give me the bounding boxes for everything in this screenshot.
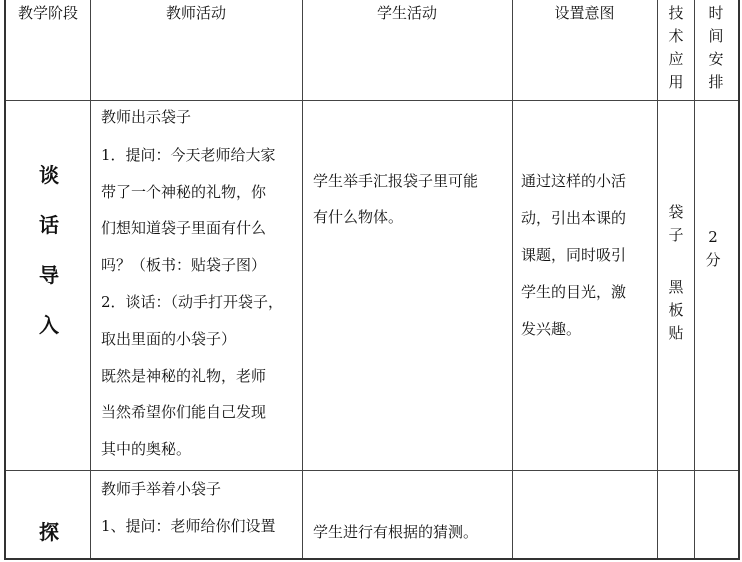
tech-char: 袋 <box>668 203 684 221</box>
text-line: 学生进行有根据的猜测。 <box>313 523 479 541</box>
header-tech-char: 技 <box>668 4 684 22</box>
tech-char: 子 <box>668 226 684 244</box>
col-divider <box>302 0 303 558</box>
header-time-char: 间 <box>708 27 724 45</box>
header-intent: 设置意图 <box>554 4 615 22</box>
tech-char: 板 <box>668 301 684 319</box>
text-line: 们想知道袋子里面有什么 <box>101 219 267 237</box>
text-line: 1、提问：老师给你们设置 <box>101 517 276 535</box>
stage-char: 谈 <box>39 163 59 187</box>
stage-char: 入 <box>39 313 59 337</box>
text-line: 学生的目光，激 <box>521 283 627 301</box>
col-divider <box>512 0 513 558</box>
header-tech-char: 用 <box>668 73 684 91</box>
lesson-plan-table <box>4 0 740 560</box>
text-line: 吗？（板书：贴袋子图） <box>101 256 267 274</box>
time-char: 2 <box>708 228 718 246</box>
header-tech-char: 应 <box>668 50 684 68</box>
text-line: 带了一个神秘的礼物，你 <box>101 183 267 201</box>
header-stage: 教学阶段 <box>17 4 78 22</box>
text-line: 学生举手汇报袋子里可能 <box>313 172 479 190</box>
text-line: 当然希望你们能自己发现 <box>101 403 267 421</box>
text-line: 教师出示袋子 <box>101 108 192 126</box>
tech-char: 黑 <box>668 278 684 296</box>
text-line: 发兴趣。 <box>521 320 582 338</box>
header-student: 学生活动 <box>376 4 437 22</box>
header-time-char: 安 <box>708 50 724 68</box>
text-line: 其中的奥秘。 <box>101 440 192 458</box>
header-tech-char: 术 <box>668 27 684 45</box>
col-divider <box>90 0 91 558</box>
text-line: 课题，同时吸引 <box>521 246 627 264</box>
row-divider <box>6 100 738 101</box>
text-line: 2．谈话：（动手打开袋子， <box>101 293 284 311</box>
col-divider <box>694 0 695 558</box>
text-line: 1．提问：今天老师给大家 <box>101 146 276 164</box>
text-line: 动，引出本课的 <box>521 209 627 227</box>
row-divider <box>6 470 738 471</box>
stage-char: 导 <box>39 263 59 287</box>
header-time-char: 排 <box>708 73 724 91</box>
stage-char: 话 <box>39 213 59 237</box>
col-divider <box>657 0 658 558</box>
text-line: 有什么物体。 <box>313 208 404 226</box>
text-line: 既然是神秘的礼物，老师 <box>101 367 267 385</box>
header-time-char: 时 <box>708 4 724 22</box>
text-line: 取出里面的小袋子） <box>101 330 237 348</box>
text-line: 通过这样的小活 <box>521 172 627 190</box>
time-char: 分 <box>705 251 721 269</box>
tech-char: 贴 <box>668 324 684 342</box>
header-teacher: 教师活动 <box>165 4 226 22</box>
row2-stage-char: 探 <box>39 520 59 544</box>
text-line: 教师手举着小袋子 <box>101 480 222 498</box>
